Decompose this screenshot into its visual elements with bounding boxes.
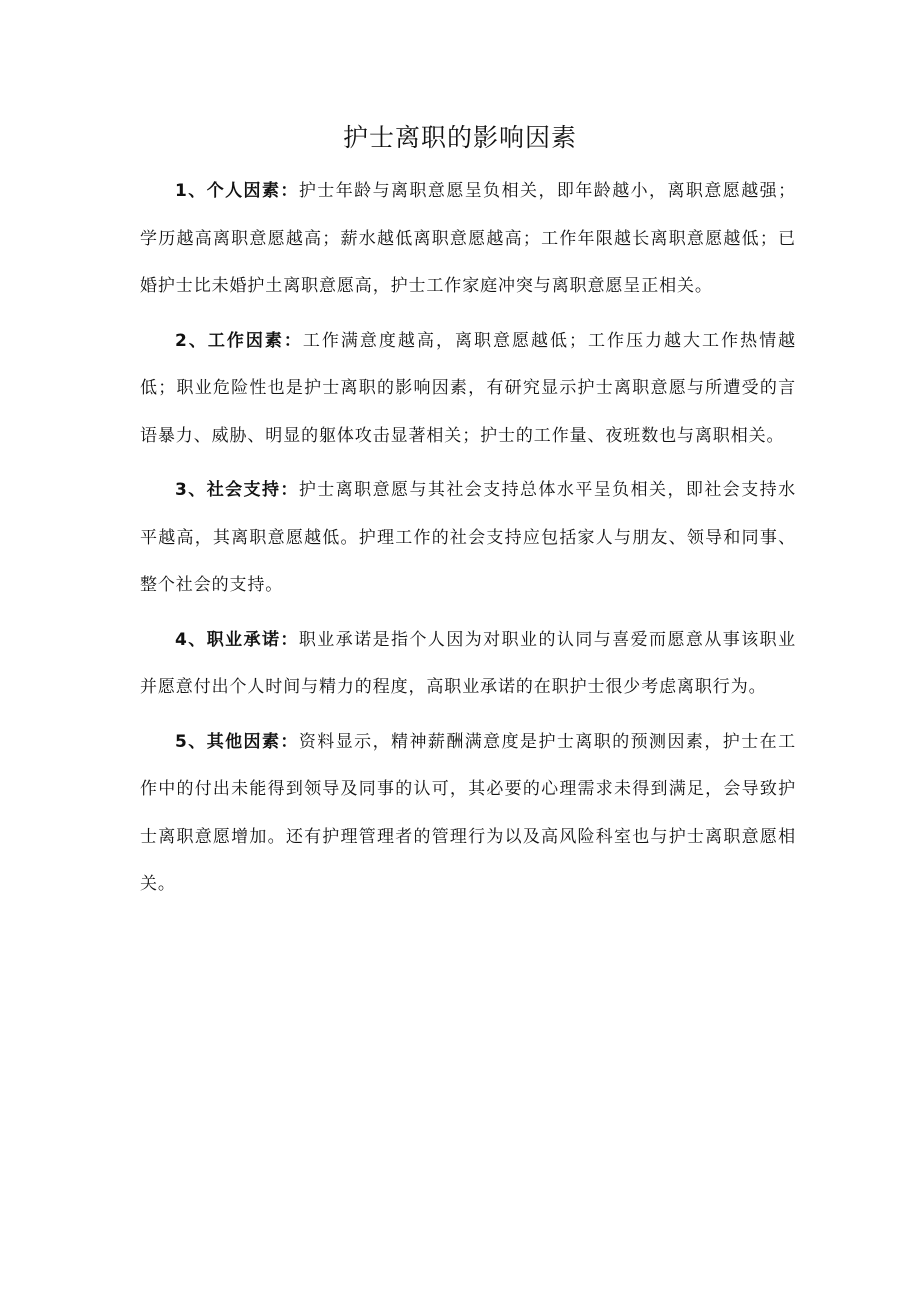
paragraph-work-factors	[140, 318, 796, 461]
paragraph-label: 1、个人因素：	[175, 181, 299, 201]
paragraph-label: 2、工作因素：	[175, 330, 303, 351]
paragraph-text: 护士离职意愿与其社会支持总体水平呈负相关，即社会支持水平越高，其离职意愿越低。护理工作的社会支持应包括家人与朋友、领导和同事、整个社会的支持。	[140, 480, 796, 595]
paragraph-personal-factors	[140, 168, 796, 311]
paragraph-text: 护士年龄与离职意愿呈负相关，即年龄越小，离职意愿越强；学历越高离职意愿越高；薪水越低离职意愿越高；工作年限越长离职意愿越低；已婚护士比未婚护土离职意愿高，护士工作家庭冲突与离职意愿呈正相关。	[140, 181, 796, 296]
paragraph-label: 3、社会支持：	[175, 480, 299, 500]
paragraph-text: 职业承诺是指个人因为对职业的认同与喜爱而愿意从事该职业并愿意付出个人时间与精力的程度，高职业承诺的在职护士很少考虑离职行为。	[140, 629, 796, 697]
paragraph-other-factors	[140, 719, 796, 909]
paragraph-label: 5、其他因素：	[175, 731, 299, 752]
paragraph-text: 资料显示，精神薪酬满意度是护士离职的预测因素，护士在工作中的付出未能得到领导及同事的认可，其必要的心理需求未得到满足，会导致护士离职意愿增加。还有护理管理者的管理行为以及高风险科室也与护士离职意愿相关。	[140, 731, 796, 894]
document-body	[140, 168, 796, 916]
paragraph-label: 4、职业承诺：	[175, 629, 299, 650]
paragraph-career-commitment	[140, 617, 796, 712]
paragraph-social-support	[140, 467, 796, 610]
document-title: 护士离职的影响因素	[342, 123, 577, 152]
paragraph-text: 工作满意度越高，离职意愿越低；工作压力越大工作热情越低；职业危险性也是护士离职的影响因素，有研究显示护士离职意愿与所遭受的言语暴力、威胁、明显的躯体攻击显著相关；护士的工作量、夜班数也与离职相关。	[140, 330, 796, 446]
